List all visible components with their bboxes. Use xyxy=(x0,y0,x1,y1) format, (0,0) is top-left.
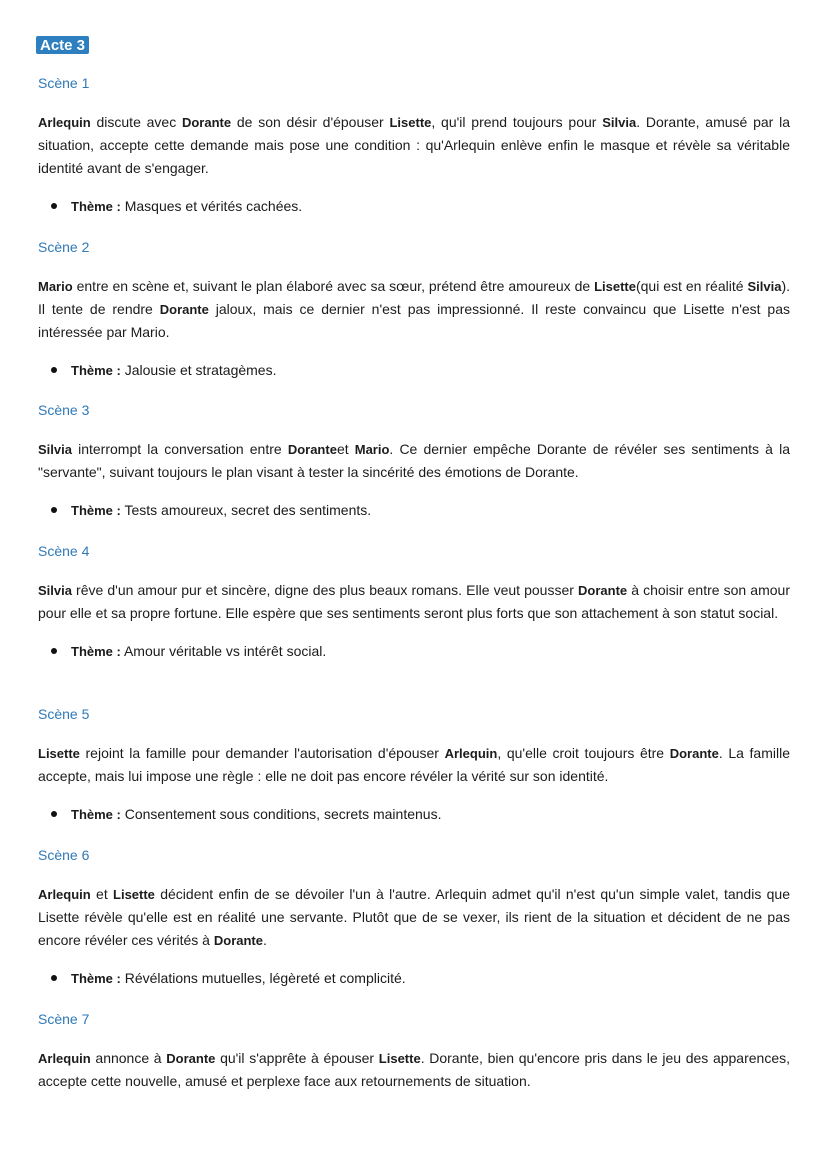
character-name: Silvia xyxy=(747,279,782,294)
theme-label: Thème : xyxy=(71,644,121,659)
summary-text: de son désir d'épouser xyxy=(231,114,390,130)
character-name: Dorante xyxy=(287,442,337,457)
character-name: Lisette xyxy=(38,746,80,761)
character-name: Dorante xyxy=(578,583,628,598)
summary-text: à choisir entre son amour pour elle et sa propre fortune. Elle espère que ses sentiments seront plus forts que son attachement à son statut social. xyxy=(38,582,790,621)
theme-bullet xyxy=(38,361,790,380)
bullet-icon xyxy=(51,648,57,654)
summary-text: . Dorante, bien qu'encore pris dans le jeu des apparences, accepte cette nouvelle, amusé et perplexe face aux retournements de situation. xyxy=(38,1050,790,1089)
character-name: Silvia xyxy=(38,442,72,457)
scene-summary xyxy=(38,275,790,344)
theme-bullet xyxy=(38,642,790,661)
theme-value: Amour véritable vs intérêt social. xyxy=(123,643,327,659)
summary-text: (qui est en réalité xyxy=(635,278,748,294)
scene-summary xyxy=(38,742,790,788)
theme-label: Thème : xyxy=(71,807,121,822)
theme-bullet xyxy=(38,805,790,824)
summary-text: . xyxy=(262,932,267,948)
summary-text: . Dorante, amusé par la situation, accepte cette demande mais pose une condition : qu'Arlequin enlève enfin le masque et révèle sa véritable identité avant de s'engager. xyxy=(38,114,790,176)
summary-text: rêve d'un amour pur et sincère, digne des plus beaux romans. Elle veut pousser xyxy=(71,582,579,598)
character-name: Mario xyxy=(354,442,390,457)
summary-text: décident enfin de se dévoiler l'un à l'autre. Arlequin admet qu'il n'est qu'un simple valet, tandis que Lisette révèle qu'elle est en réalité une servante. Plutôt que de se vexer, ils rient de la situation et décident de ne pas encore révéler ces vérités à xyxy=(38,886,790,948)
theme-value: Jalousie et stratagèmes. xyxy=(124,362,277,378)
theme-value: Révélations mutuelles, légèreté et complicité. xyxy=(124,970,406,986)
summary-text: . La famille accepte, mais lui impose une règle : elle ne doit pas encore révéler la vérité sur son identité. xyxy=(38,745,790,784)
character-name: Dorante xyxy=(166,1051,216,1066)
summary-text: et xyxy=(90,886,114,902)
summary-text: entre en scène et, suivant le plan élaboré avec sa sœur, prétend être amoureux de xyxy=(72,278,595,294)
character-name: Dorante xyxy=(159,302,209,317)
character-name: Lisette xyxy=(378,1051,421,1066)
theme-label: Thème : xyxy=(71,971,121,986)
document-page xyxy=(38,36,790,1089)
character-name: Silvia xyxy=(38,583,72,598)
character-name: Dorante xyxy=(181,115,232,130)
summary-text: discute avec xyxy=(90,114,182,130)
scene-section xyxy=(38,846,790,988)
scene-summary xyxy=(38,111,790,180)
scene-section xyxy=(38,542,790,661)
character-name: Arlequin xyxy=(38,887,91,902)
scene-section xyxy=(38,401,790,520)
theme-label: Thème : xyxy=(71,503,121,518)
summary-text: et xyxy=(336,441,355,457)
act-heading: Acte 3 xyxy=(36,36,89,54)
scene-summary xyxy=(38,438,790,484)
scene-section xyxy=(38,1010,790,1093)
character-name: Mario xyxy=(38,279,73,294)
summary-text: rejoint la famille pour demander l'autorisation d'épouser xyxy=(79,745,445,761)
summary-text: interrompt la conversation entre xyxy=(71,441,288,457)
theme-value: Masques et vérités cachées. xyxy=(124,198,303,214)
scene-title: Scène 4 xyxy=(38,543,90,559)
summary-text: jaloux, mais ce dernier n'est pas impressionné. Il reste convaincu que Lisette n'est pas intéressée par Mario. xyxy=(38,301,790,340)
theme-value: Tests amoureux, secret des sentiments. xyxy=(124,502,372,518)
scene-title: Scène 5 xyxy=(38,706,90,722)
character-name: Arlequin xyxy=(38,115,91,130)
scene-section xyxy=(38,74,790,216)
character-name: Lisette xyxy=(594,279,636,294)
theme-bullet xyxy=(38,501,790,520)
character-name: Arlequin xyxy=(444,746,498,761)
summary-text: qu'il s'apprête à épouser xyxy=(215,1050,379,1066)
scene-section xyxy=(38,238,790,380)
scene-title: Scène 2 xyxy=(38,239,90,255)
scene-summary xyxy=(38,579,790,625)
summary-text: , qu'elle croit toujours être xyxy=(497,745,670,761)
bullet-icon xyxy=(51,367,57,373)
bullet-icon xyxy=(51,975,57,981)
character-name: Dorante xyxy=(213,933,263,948)
summary-text: . Ce dernier empêche Dorante de révéler ses sentiments à la "servante", suivant toujours le plan visant à tester la sincérité des émotions de Dorante. xyxy=(38,441,790,480)
summary-text: , qu'il prend toujours pour xyxy=(431,114,603,130)
scene-title: Scène 7 xyxy=(38,1011,90,1027)
character-name: Dorante xyxy=(669,746,719,761)
bullet-icon xyxy=(51,507,57,513)
character-name: Silvia xyxy=(602,115,637,130)
theme-label: Thème : xyxy=(71,363,121,378)
summary-text: ). Il tente de rendre xyxy=(38,278,790,317)
bullet-icon xyxy=(51,811,57,817)
character-name: Lisette xyxy=(389,115,432,130)
summary-text: annonce à xyxy=(90,1050,167,1066)
theme-value: Consentement sous conditions, secrets maintenus. xyxy=(124,806,442,822)
theme-bullet xyxy=(38,969,790,988)
scene-summary xyxy=(38,883,790,952)
theme-label: Thème : xyxy=(71,199,121,214)
scene-section xyxy=(38,705,790,824)
scene-title: Scène 3 xyxy=(38,402,90,418)
scene-title: Scène 6 xyxy=(38,847,90,863)
bullet-icon xyxy=(51,203,57,209)
character-name: Lisette xyxy=(113,887,155,902)
character-name: Arlequin xyxy=(38,1051,91,1066)
scene-summary xyxy=(38,1047,790,1093)
theme-bullet xyxy=(38,197,790,216)
scene-title: Scène 1 xyxy=(38,75,90,91)
